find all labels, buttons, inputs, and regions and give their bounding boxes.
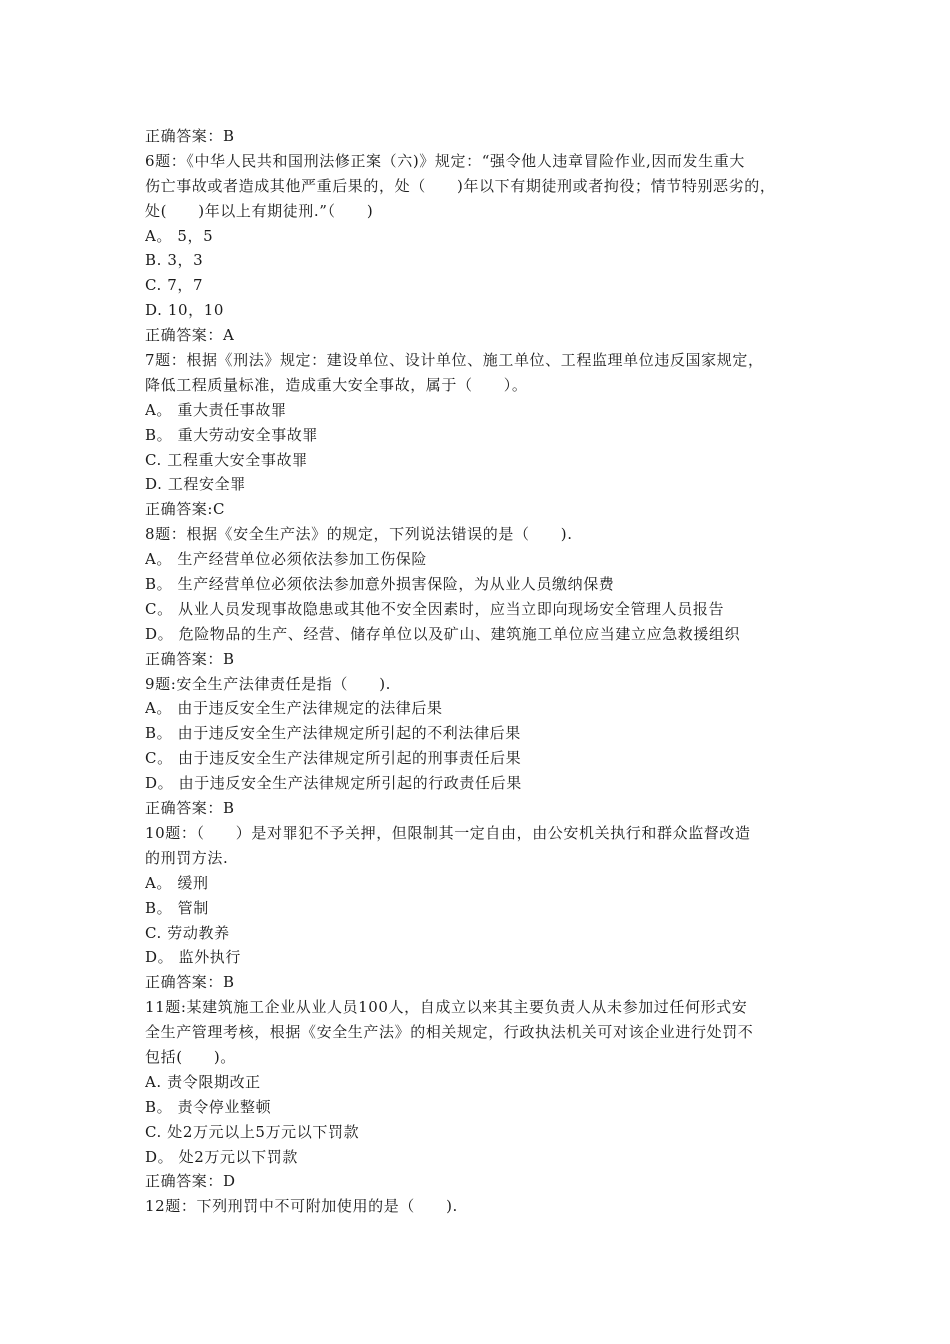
option-line: A。 由于违反安全生产法律规定的法律后果 — [145, 699, 443, 718]
option-line: A。 重大责任事故罪 — [145, 400, 287, 419]
question-10-text: 的刑罚方法. — [145, 848, 229, 867]
option-line: B. 3，3 — [145, 251, 204, 270]
option-line: C. 7，7 — [145, 276, 204, 295]
option-line: A。 缓刑 — [145, 873, 209, 892]
option-line: B。 责令停业整顿 — [145, 1097, 272, 1116]
option-line: B。 由于违反安全生产法律规定所引起的不利法律后果 — [145, 724, 521, 743]
question-7-text: 降低工程质量标准，造成重大安全事故，属于（ ）。 — [145, 375, 528, 394]
option-line: A. 责令限期改正 — [145, 1072, 261, 1091]
question-9-text: 9题:安全生产法律责任是指（ ). — [145, 674, 392, 693]
question-7-text: 7题：根据《刑法》规定：建设单位、设计单位、施工单位、工程监理单位违反国家规定， — [145, 351, 764, 370]
option-line: B。 生产经营单位必须依法参加意外损害保险，为从业人员缴纳保费 — [145, 575, 615, 594]
question-6-text: 处( )年以上有期徒刑.”（ ) — [145, 201, 374, 220]
option-line: C. 工程重大安全事故罪 — [145, 450, 308, 469]
option-line: D。 由于违反安全生产法律规定所引起的行政责任后果 — [145, 774, 522, 793]
option-line: C. 处2万元以上5万元以下罚款 — [145, 1122, 360, 1141]
question-11-text: 全生产管理考核，根据《安全生产法》的相关规定，行政执法机关可对该企业进行处罚不 — [145, 1023, 754, 1042]
question-12-text: 12题：下列刑罚中不可附加使用的是（ ). — [145, 1197, 458, 1216]
answer-line: 正确答案：D — [145, 1172, 236, 1191]
answer-line: 正确答案：B — [145, 127, 235, 145]
option-line: B。 管制 — [145, 898, 209, 917]
option-line: C. 劳动教养 — [145, 923, 230, 942]
answer-line: 正确答案：B — [145, 799, 235, 818]
answer-line: 正确答案：B — [145, 649, 235, 668]
question-6-text: 6题：《中华人民共和国刑法修正案（六)》规定：“强令他人违章冒险作业,因而发生重大 — [145, 151, 745, 170]
document-text — [145, 124, 815, 1219]
option-line: C。 由于违反安全生产法律规定所引起的刑事责任后果 — [145, 749, 522, 768]
answer-line: 正确答案:C — [145, 500, 226, 519]
option-line: A。 5，5 — [145, 226, 214, 245]
option-line: D。 危险物品的生产、经营、储存单位以及矿山、建筑施工单位应当建立应急救援组织 — [145, 624, 741, 643]
option-line: D. 10，10 — [145, 301, 225, 320]
question-11-text: 包括( )。 — [145, 1047, 236, 1066]
option-line: A。 生产经营单位必须依法参加工伤保险 — [145, 550, 428, 569]
question-10-text: 10题：（ ）是对罪犯不予关押，但限制其一定自由，由公安机关执行和群众监督改造 — [145, 823, 751, 842]
option-line: D。 处2万元以下罚款 — [145, 1147, 298, 1166]
answer-line: 正确答案：A — [145, 326, 235, 345]
question-11-text: 11题:某建筑施工企业从业人员100人，自成立以来其主要负责人从未参加过任何形式安 — [145, 998, 748, 1017]
option-line: D。 监外执行 — [145, 948, 241, 967]
option-line: C。 从业人员发现事故隐患或其他不安全因素时，应当立即向现场安全管理人员报告 — [145, 599, 725, 618]
option-line: B。 重大劳动安全事故罪 — [145, 425, 318, 444]
question-8-text: 8题：根据《安全生产法》的规定，下列说法错误的是（ ). — [145, 525, 573, 544]
answer-line: 正确答案：B — [145, 973, 235, 992]
question-6-text: 伤亡事故或者造成其他严重后果的，处（ )年以下有期徒刑或者拘役；情节特别恶劣的， — [145, 176, 776, 195]
option-line: D. 工程安全罪 — [145, 475, 246, 494]
